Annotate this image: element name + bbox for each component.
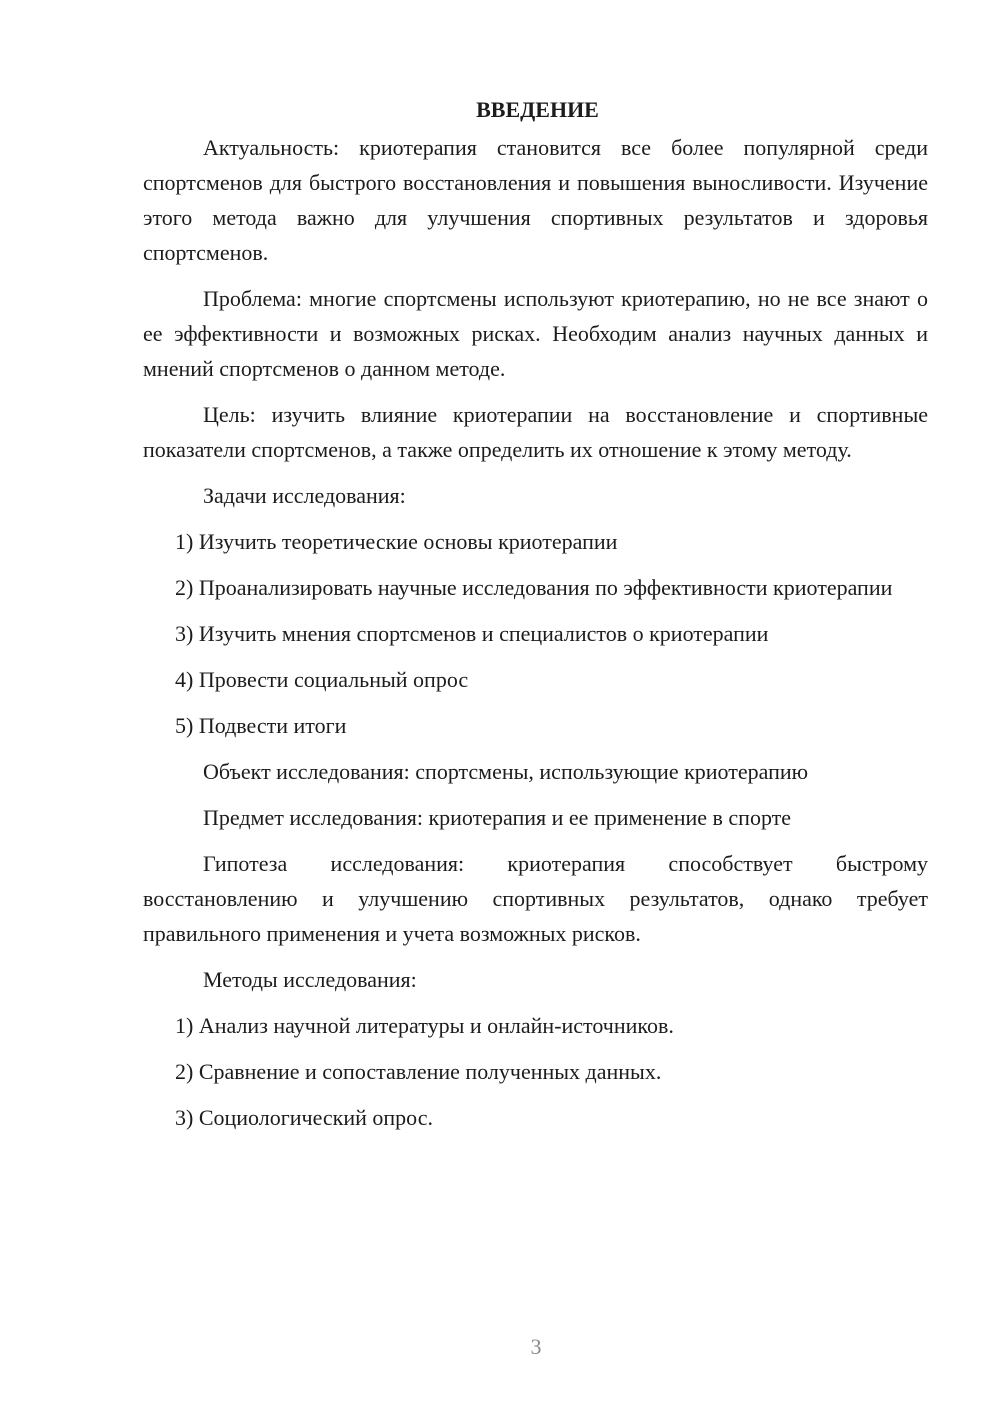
- method-item: 3) Социологический опрос.: [175, 1105, 433, 1130]
- section-title: ВВЕДЕНИЕ: [476, 97, 599, 122]
- method-item: 1) Анализ научной литературы и онлайн-источников.: [175, 1013, 674, 1038]
- task-item: 3) Изучить мнения спортсменов и специалистов о криотерапии: [175, 621, 769, 646]
- method-item: 2) Сравнение и сопоставление полученных данных.: [175, 1059, 662, 1084]
- tasks-heading: Задачи исследования:: [203, 483, 406, 508]
- relevance-paragraph: Актуальность: криотерапия становится все более популярной среди спортсменов для быстрого восстановления и повышения выносливости. Изучение этого метода важно для улучшения спортивных результатов и здоровья спортсменов.: [143, 135, 928, 265]
- methods-heading: Методы исследования:: [203, 967, 417, 992]
- subject-paragraph: Предмет исследования: криотерапия и ее применение в спорте: [203, 805, 792, 830]
- document-body: [143, 92, 928, 1146]
- task-item: 4) Провести социальный опрос: [175, 667, 469, 692]
- page-number: 3: [530, 1334, 542, 1359]
- problem-paragraph: Проблема: многие спортсмены используют криотерапию, но не все знают о ее эффективности и возможных рисках. Необходим анализ научных данных и мнений спортсменов о данном методе.: [143, 286, 928, 381]
- object-paragraph: Объект исследования: спортсмены, использующие криотерапию: [203, 759, 809, 784]
- hypothesis-paragraph: Гипотеза исследования: криотерапия способствует быстрому восстановлению и улучшению спортивных результатов, однако требует правильного применения и учета возможных рисков.: [143, 851, 928, 946]
- task-item: 5) Подвести итоги: [175, 713, 347, 738]
- goal-paragraph: Цель: изучить влияние криотерапии на восстановление и спортивные показатели спортсменов, а также определить их отношение к этому методу.: [143, 402, 928, 462]
- task-item: 1) Изучить теоретические основы криотерапии: [175, 529, 618, 554]
- task-item: 2) Проанализировать научные исследования по эффективности криотерапии: [175, 575, 893, 600]
